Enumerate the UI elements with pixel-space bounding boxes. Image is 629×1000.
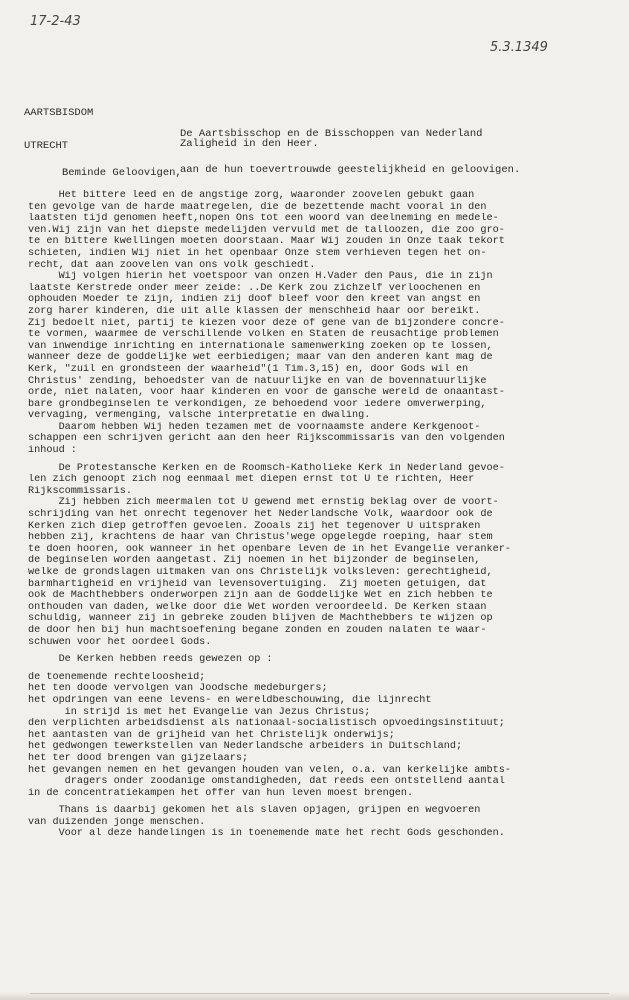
body-line: recht, dat aan zoovelen van ons volk geschiedt. [28,259,316,271]
letter-line: ook de Machthebbers onderworpen zijn aan de Goddelijke Wet en zich hebben te [28,590,493,602]
list-item: dragers onder zoodanige omstandigheden, dat reeds een ontstellend aantal [28,776,505,788]
body-line: zorg harer kinderen, die uit alle klassen der menschheid haar oor bereikt. [28,305,481,317]
letter-line: De Protestansche Kerken en de Roomsch-Katholieke Kerk in Nederland gevoe- [28,462,505,474]
grievance-list [28,672,623,800]
body-line: ophouden Moeder te zijn, indien zij doof bleef voor den kreet van angst en [28,294,481,306]
list-item: in de concentratiekampen het offer van hun leven moest brengen. [28,787,414,799]
letter-line: de beginselen worden aangetast. Zij noemen in het bijzonder de beginselen, [28,555,481,567]
body-line: Kerk, "zuil en grondsteen der waarheid"(1 Tim.3,15) en, door Gods wil en [28,363,469,375]
letter-line: schrijding van het onrecht tegenover het Nederlandsche Volk, waardoor ook de [28,509,493,521]
body-line: te vormen, waarmee de verschillende volken en Staten de reusachtige problemen [28,329,499,341]
letter-line: len zich genoopt zich nog eenmaal met diepen ernst tot U te richten, Heer [28,474,475,486]
letter-body [28,190,623,840]
closing-line: Thans is daarbij gekomen het als slaven opjagen, grijpen en wegvoeren [28,805,481,817]
body-line: Wij volgen hierin het voetspoor van onzen H.Vader den Paus, die in zijn [28,271,493,283]
body-line: ven.Wij zijn van het diepste medelijden vervuld met de talloozen, die zoo gro- [28,224,505,236]
letter-line: welke de grondslagen uitmaken van ons Christelijk volksleven: gerechtigheid, [28,567,493,578]
scan-line [30,993,609,994]
organisation-block [24,86,93,174]
quoted-letter [28,463,623,649]
body-line: Zij bedoelt niet, partij te kiezen voor deze of gene van de bijzondere concre- [28,317,505,329]
handwritten-reference: 5.3.1349 [490,40,548,55]
letter-line: onthouden van daden, welke door die Wet worden veroordeeld. De Kerken staan [28,601,487,613]
body-line: Christus' zending, behoedster van de natuurlijke en van de bovennatuurlijke [28,375,487,387]
salutation: Beminde Geloovigen, [62,167,182,179]
letter-line: hebben zij, krachtens de haar van Christus'wege opgelegde roeping, haar stem [28,532,493,544]
body-line: Het bittere leed en de angstige zorg, waaronder zoovelen gebukt gaan [28,190,475,201]
body-line: wanneer deze de goddelijke wet eerbiedigen; maar van den anderen kant mag de [28,352,493,364]
body-line: van inwendige inrichting en internationale samenwerking zoeken op te lossen, [28,340,493,352]
letter-line: Zij hebben zich meermalen tot U gewend met ernstig beklag over de voort- [28,497,499,509]
heading-line-2: aan de hun toevertrouwde geestelijkheid en geloovigen. [180,164,521,176]
body-line: schappen een schrijven gericht aan den heer Rijkscommissaris van den volgenden [28,433,505,445]
letter-line: schuwen voor het oordeel Gods. [28,636,212,648]
heading-line-1: De Aartsbisschop en de Bisschoppen van Nederland [180,128,483,140]
handwritten-date: 17-2-43 [30,14,81,29]
organisation-line-1: AARTSBISDOM [24,107,94,119]
closing-line: Voor al deze handelingen is in toenemende mate het recht Gods geschonden. [28,828,505,840]
closing-line: van duizenden jonge menschen. [28,816,206,828]
list-item: het ter dood brengen van gijzelaars; [28,752,249,764]
letter-heading [180,104,520,200]
body-line: bare grondbeginselen te verkondigen, ze behoedend voor iedere omverwerping, [28,398,487,410]
body-line: ten gevolge van de harde maatregelen, die de bezettende macht vooral in den [28,201,487,213]
list-item: in strijd is met het Evangelie van Jezus Christus; [28,706,371,718]
closing-paragraphs [28,805,623,840]
letter-line: te doen hooren, ook wanneer in het openbare leven de in het Evangelie veranker- [28,543,511,555]
letter-line: schuldig, wanneer zij in gebreke zouden blijven de Machthebbers te wijzen op [28,613,493,625]
letter-line: Kerken zich diep getroffen gevoelen. Zooals zij het tegenover U uitspraken [28,520,481,532]
body-line: vervaging, vermenging, valsche interpretatie en dwaling. [28,410,371,422]
list-item: het opdringen van eene levens- en wereldbeschouwing, die lijnrecht [28,694,432,706]
body-line: te en bittere kwellingen moeten doorstaan. Maar Wij zouden in Onze taak tekort [28,236,505,248]
list-item: het aantasten van de grijheid van het Christelijk onderwijs; [28,729,395,741]
body-paragraphs [28,190,623,457]
body-line: laatste Kerstrede onder meer zeide: ..De Kerk zou zichzelf verloochenen en [28,282,481,294]
body-line: laatsten tijd genomen heeft,nopen Ons tot een woord van deelneming en medele- [28,213,499,225]
letter-line: barmhartigheid en vrijheid van levensovertuiging. Zij moeten getuigen, dat [28,578,487,590]
list-item: het gevangen nemen en het gevangen houden van velen, o.a. van kerkelijke ambts- [28,764,511,776]
list-item: de toenemende rechteloosheid; [28,671,206,683]
greeting: Zaligheid in den Heer. [180,138,319,150]
letter-line: Rijkscommissaris. [28,485,132,497]
list-item: het ten doode vervolgen van Joodsche medeburgers; [28,683,328,695]
list-intro: De Kerken hebben reeds gewezen op : [28,654,273,666]
letter-line: de door hen bij hun machtsoefening begane zonden en zouden nalaten te waar- [28,624,487,636]
body-line: schieten, indien Wij niet in het openbaar Onze stem verhieven tegen het on- [28,247,487,259]
list-item: het gedwongen tewerkstellen van Nederlandsche arbeiders in Duitschland; [28,741,463,753]
body-line: orde, niet nalaten, voor haar kinderen en voor de gansche wereld de onaantast- [28,387,505,399]
list-item: den verplichten arbeidsdienst als nationaal-socialistisch opvoedingsinstituut; [28,718,505,730]
body-line: inhoud : [28,445,77,457]
organisation-line-2: UTRECHT [24,140,69,152]
body-line: Daarom hebben Wij heden tezamen met de voornaamste andere Kerkgenoot- [28,421,481,433]
